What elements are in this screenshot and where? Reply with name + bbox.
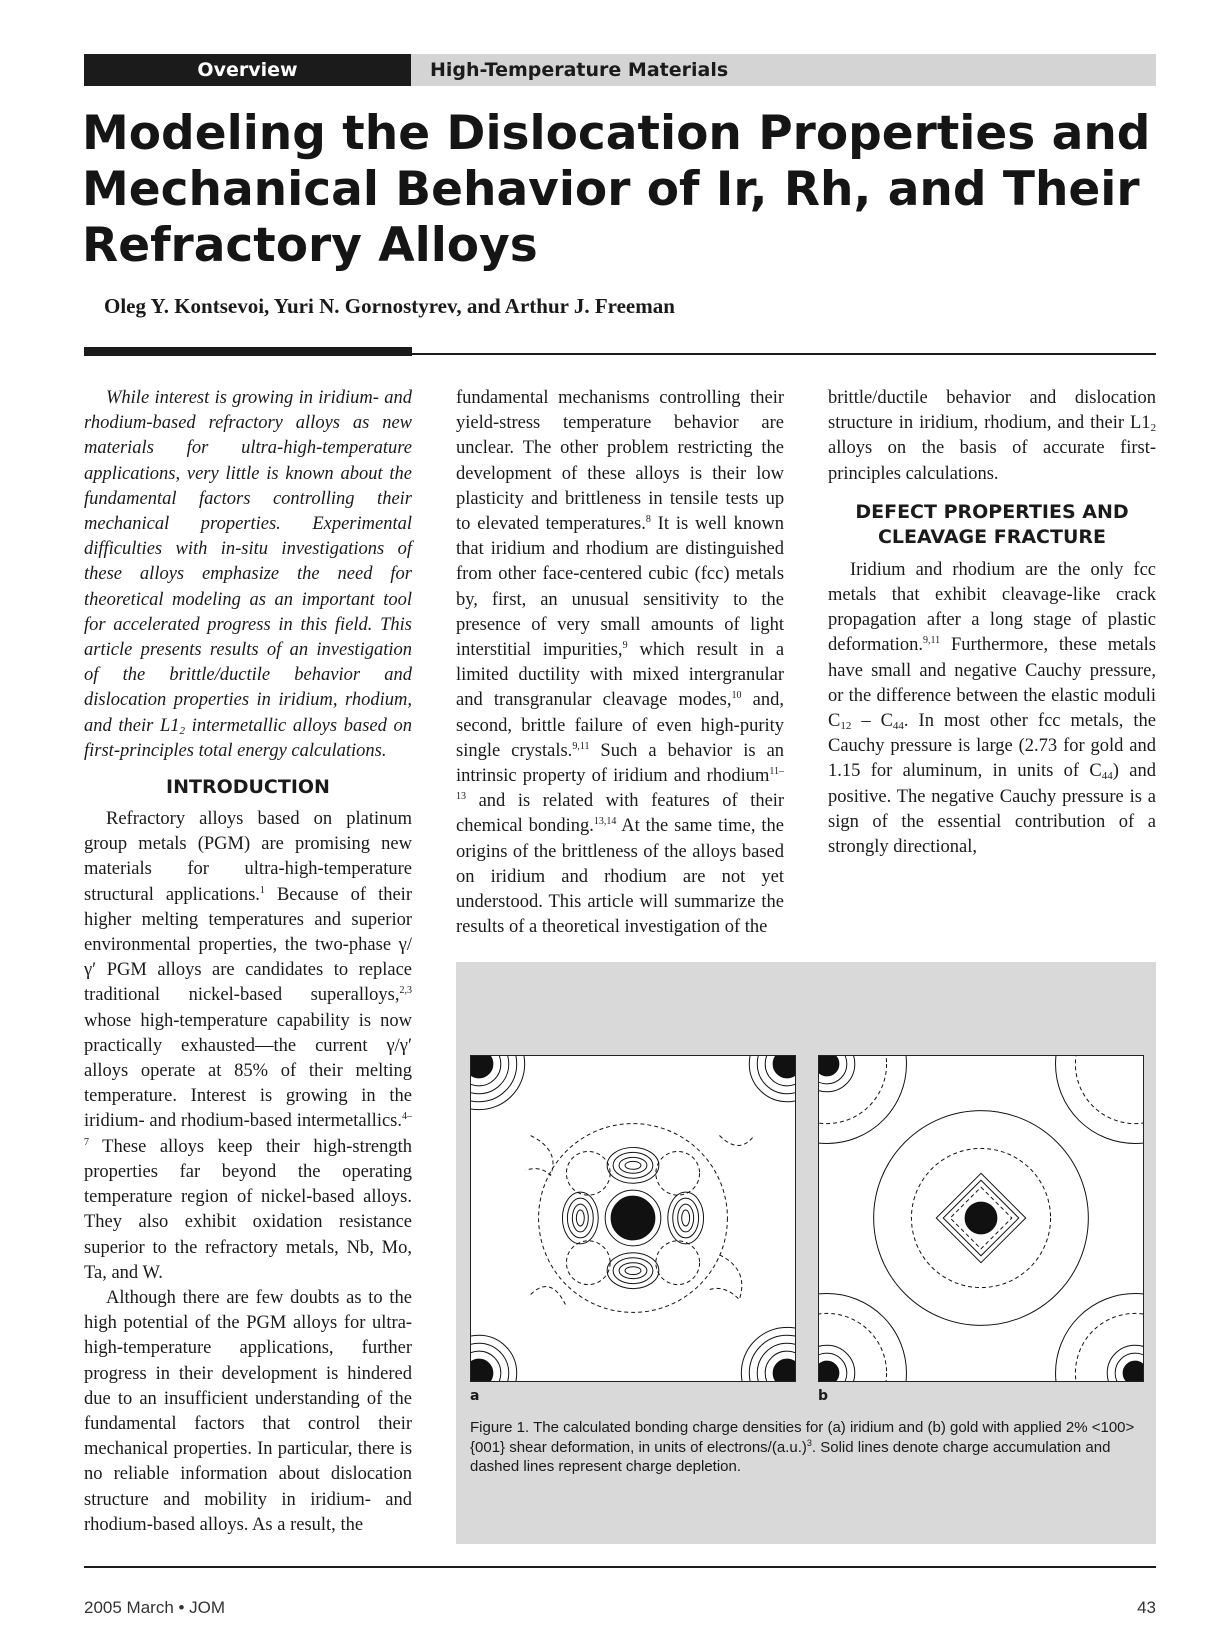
heading-defect-properties: DEFECT PROPERTIES AND CLEAVAGE FRACTURE	[855, 500, 1129, 548]
intro-paragraph-1: Refractory alloys based on platinum group metals (PGM) are promising new materials for ultra-high-temperature structural applications.$^1$ Because of their higher melting temperatures and superior environmental properties, the two-phase γ/γ′ PGM alloys are candidates to replace traditional nickel-based superalloys,$^{2,3}$ whose high-temperature capability is now practically exhausted—the current γ/γ′ alloys operate at 85% of their melting temperature. Interest is growing in the iridium- and rhodium-based intermetallics.$^{4-7}$ These alloys keep their high-strength properties far beyond the operating temperature region of nickel-based alloys. They also exhibit oxidation resistance superior to the refractory metals, Nb, Mo, Ta, and W.	[84, 809, 412, 1283]
defect-paragraph-1: Iridium and rhodium are the only fcc metals that exhibit cleavage-like crack propagation after a long stage of plastic deformation.$^{9,11}$ Furthermore, these metals have small and negative Cauchy pressure, or the difference between the elastic moduli $C_{12} - C_{44}$. In most other fcc metals, the Cauchy pressure is large (2.73 for gold and 1.15 for aluminum, in units of $C_{44}$) and positive. The negative Cauchy pressure is a sign of the essential contribution of a strongly directional,	[828, 559, 1156, 858]
intro-paragraph-2-cont: fundamental mechanisms controlling their yield-stress temperature behavior are unclear. The other problem restricting the development of these alloys is their low plasticity and brittleness in tensile tests up to elevated temperatures.$^8$ It is well known that iridium and rhodium are distinguished from other face-centered cubic (fcc) metals by, first, an unusual sensitivity to the presence of very small amounts of light interstitial impurities,$^9$ which result in a limited ductility with mixed intergranular and transgranular cleavage modes,$^{10}$ and, second, brittle failure of even high-purity single crystals.$^{9,11}$ Such a behavior is an intrinsic property of iridium and rhodium$^{11-13}$ and is related with features of their chemical bonding.$^{13,14}$ At the same time, the origins of the brittleness of the alloys based on iridium and rhodium are not yet understood. This article will summarize the results of a theoretical investigation of the	[456, 388, 785, 938]
title-rule-thick	[84, 347, 412, 356]
figure-caption: Figure 1. The calculated bonding charge densities for (a) iridium and (b) gold with applied 2% <100>{001} shear deformation, in units of electrons/$(a.u.)^3$. Solid lines denote charge accumulation and dashed lines represent charge depletion.	[470, 1419, 1135, 1475]
footer-journal: 2005 March • JOM	[84, 1598, 226, 1617]
column-2	[456, 386, 784, 940]
heading-introduction: INTRODUCTION	[166, 776, 330, 799]
column-1	[84, 386, 412, 1538]
panel-label-a: a	[470, 1388, 480, 1404]
article-title: Modeling the Dislocation Properties and Mechanical Behavior of Ir, Rh, and Their Refractory Alloys	[82, 106, 1151, 273]
intro-paragraph-2: Although there are few doubts as to the high potential of the PGM alloys for ultra-high-temperature applications, further progress in their development is hindered due to an insufficient understanding of the fundamental factors that control their mechanical properties. In particular, there is no reliable information about dislocation structure and mobility in iridium- and rhodium-based alloys. As a result, the	[84, 1287, 413, 1535]
charge-density-plot-iridium	[471, 1056, 795, 1381]
intro-paragraph-2-cont2: brittle/ductile behavior and dislocation structure in iridium, rhodium, and their $L1_2$ alloys on the basis of accurate first-principles calculations.	[828, 388, 1157, 484]
figure-panel-a	[470, 1055, 796, 1382]
figure-1	[456, 962, 1156, 1544]
authors: Oleg Y. Kontsevoi, Yuri N. Gornostyrev, and Arthur J. Freeman	[104, 294, 675, 318]
footer-rule	[84, 1566, 1156, 1568]
section-label: Overview	[84, 54, 411, 86]
header-bar	[84, 54, 1156, 86]
panel-label-b: b	[818, 1388, 829, 1404]
charge-density-plot-gold	[819, 1056, 1143, 1381]
column-3	[828, 386, 1156, 860]
title-rule-thin	[412, 353, 1156, 355]
page-number: 43	[1137, 1598, 1156, 1617]
figure-panel-b	[818, 1055, 1144, 1382]
abstract: While interest is growing in iridium- and rhodium-based refractory alloys as new materials for ultra-high-temperature applications, very little is known about the fundamental factors controlling their mechanical properties. Experimental difficulties with in-situ investigations of these alloys emphasize the need for theoretical modeling as an important tool for accelerated progress in this field. This article presents results of an investigation of the brittle/ductile behavior and dislocation properties in iridium, rhodium, and their $L1_2$ intermetallic alloys based on first-principles total energy calculations.	[84, 388, 412, 761]
topic-label: High-Temperature Materials	[430, 59, 729, 81]
